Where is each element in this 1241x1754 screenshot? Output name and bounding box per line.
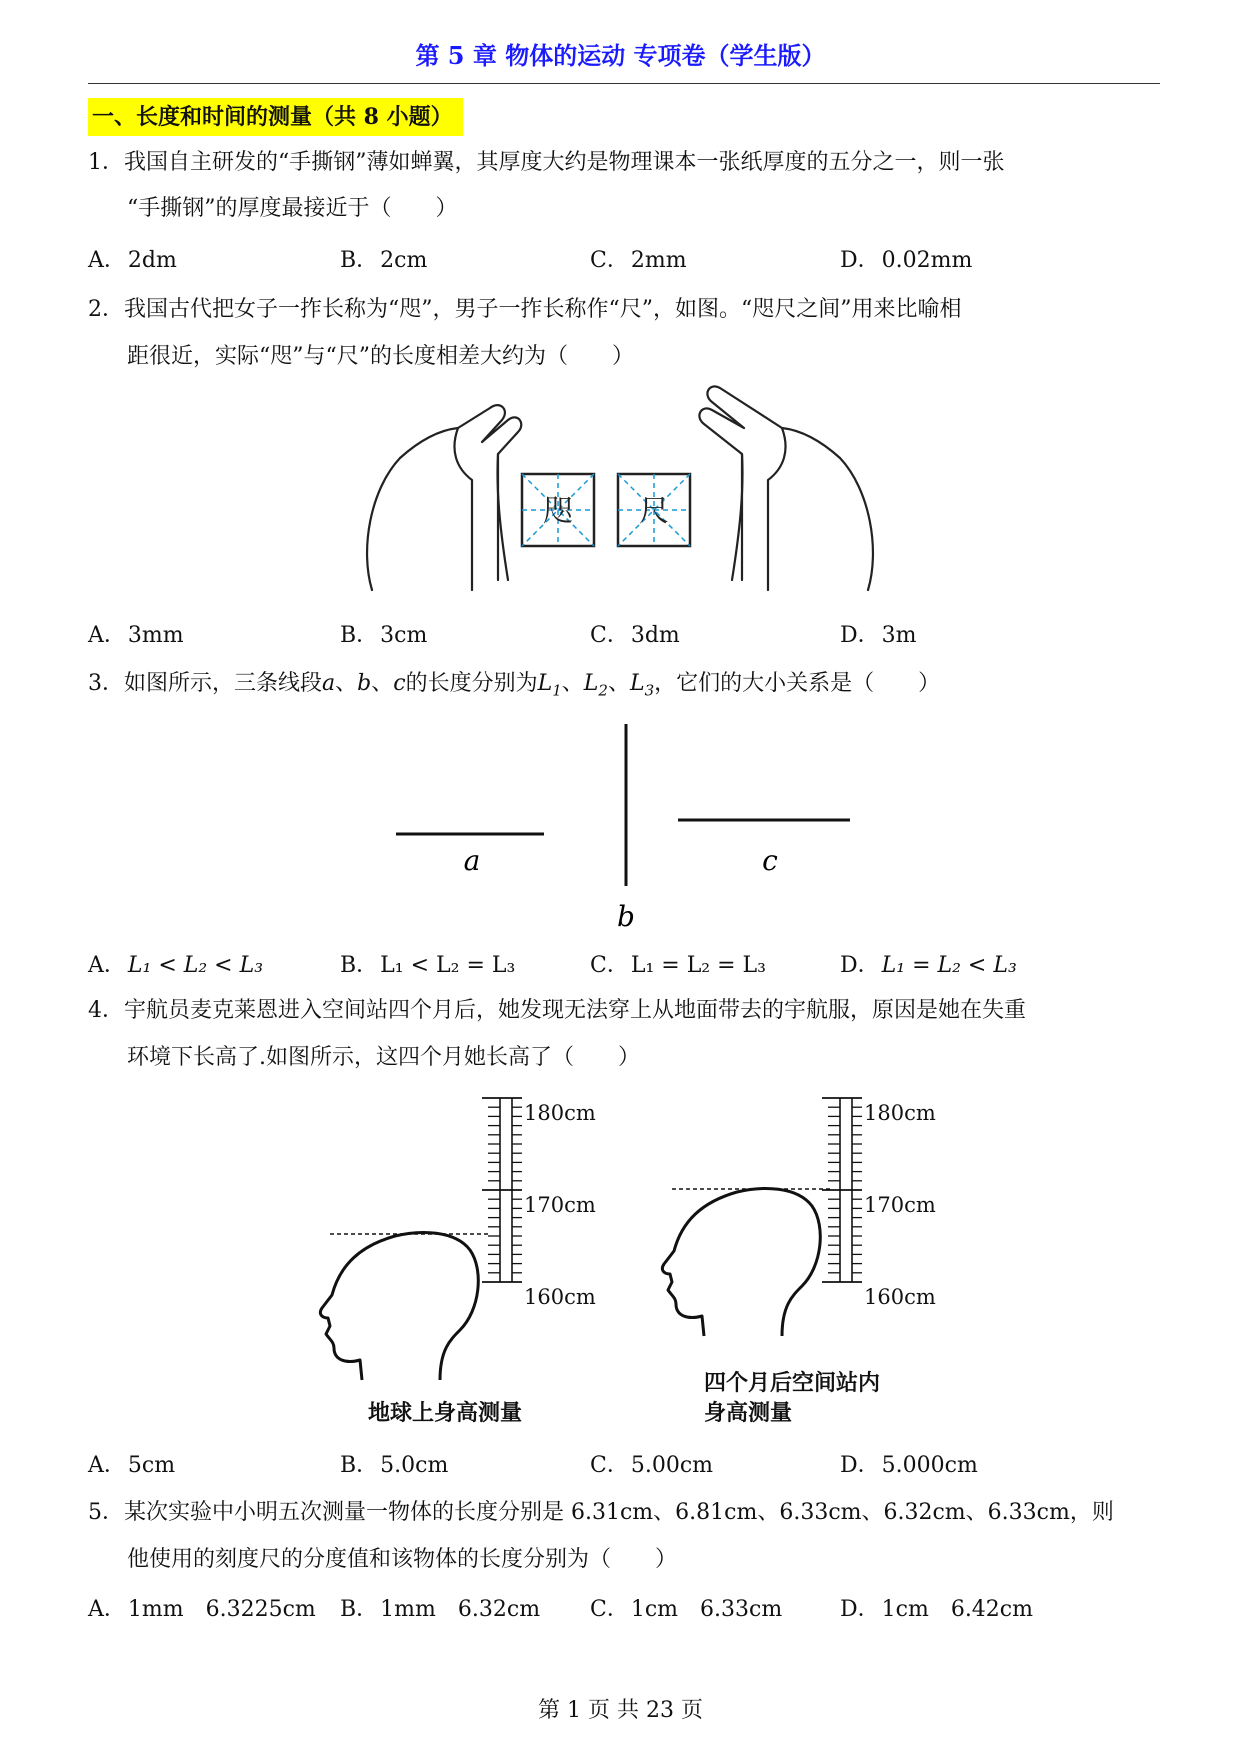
q5-option-c[interactable]	[590, 1594, 782, 1626]
label-c: c	[762, 844, 778, 877]
question-4-number: 4．	[88, 998, 124, 1023]
q5-option-a-label: A．	[88, 1597, 126, 1622]
q2-option-c-label: C．	[590, 623, 629, 648]
question-2-line-2: 距很近，实际“咫”与“尺”的长度相差大约为（ ）	[127, 344, 634, 369]
ruler-left	[482, 1098, 522, 1282]
q3-option-d-text: L₁ = L₂ < L₃	[881, 953, 1017, 978]
ruler-left-label-160: 160cm	[524, 1285, 596, 1309]
char-box-left	[522, 474, 594, 546]
head-silhouette-right	[662, 1189, 820, 1336]
label-a: a	[463, 844, 481, 877]
q5-option-c-label: C．	[590, 1597, 629, 1622]
q3-option-b-text: L₁ < L₂ = L₃	[380, 953, 516, 978]
question-4-line-2: 环境下长高了.如图所示，这四个月她长高了（ ）	[127, 1045, 640, 1070]
q4-option-a[interactable]	[88, 1450, 175, 1482]
q4-option-b-text: 5.0cm	[380, 1453, 449, 1478]
question-3-L1: $L_1$	[537, 671, 562, 700]
q2-option-a[interactable]	[88, 620, 184, 652]
q4-option-b-label: B．	[340, 1453, 379, 1478]
q4-option-d-label: D．	[840, 1453, 880, 1478]
question-3-var-c: c	[393, 671, 406, 696]
caption-station-1: 四个月后空间站内	[704, 1371, 881, 1396]
char-box-right	[618, 474, 690, 546]
q5-option-d-text: 1cm 6.42cm	[881, 1597, 1033, 1622]
q4-option-c-text: 5.00cm	[630, 1453, 714, 1478]
q1-option-c[interactable]	[590, 245, 687, 277]
right-hand-thumb	[768, 428, 786, 590]
question-1-number: 1．	[88, 150, 124, 175]
q1-option-c-text: 2mm	[630, 248, 687, 273]
question-5-text-1: 某次实验中小明五次测量一物体的长度分别是 6.31cm、6.81cm、6.33cm、6.32cm、6.33cm，则	[124, 1500, 1114, 1525]
q3-option-b[interactable]	[340, 950, 515, 982]
q2-option-c[interactable]	[590, 620, 680, 652]
q4-option-c-label: C．	[590, 1453, 629, 1478]
question-3-line-1: 3．如图所示，三条线段a、b、c的长度分别为$L_1$、$L_2$、$L_3$，它们的大小关系是（ ）	[88, 671, 941, 700]
question-3-text-c: ，它们的大小关系是（ ）	[654, 671, 941, 696]
q3-option-a[interactable]	[88, 950, 263, 982]
q1-option-b-text: 2cm	[380, 248, 428, 273]
q3-option-c-text: L₁ = L₂ = L₃	[630, 953, 766, 978]
q4-option-c[interactable]	[590, 1450, 713, 1482]
q1-option-d[interactable]	[840, 245, 972, 277]
q2-option-a-label: A．	[88, 623, 126, 648]
question-1-line-2: “手撕钢”的厚度最接近于（ ）	[127, 196, 458, 221]
right-hand-outline	[699, 386, 873, 590]
caption-earth: 地球上身高测量	[368, 1401, 523, 1426]
question-3-text-a: 如图所示，三条线段	[124, 671, 323, 696]
ruler-left-label-170: 170cm	[524, 1193, 596, 1217]
question-3-sep-1: 、	[335, 671, 358, 696]
left-hand-thumb	[454, 428, 472, 590]
char-chi: 尺	[639, 494, 669, 529]
q3-option-d-label: D．	[840, 953, 880, 978]
q3-option-a-text: L₁ < L₂ < L₃	[127, 953, 264, 978]
q1-option-b[interactable]	[340, 245, 427, 277]
head-silhouette-left	[320, 1233, 478, 1380]
question-1-line-1	[88, 147, 1005, 179]
q1-option-a-text: 2dm	[127, 248, 177, 273]
q5-option-a-text: 1mm 6.3225cm	[127, 1597, 316, 1622]
q3-line-segments-figure	[380, 718, 860, 938]
char-zhi: 咫	[543, 494, 573, 529]
question-2-number: 2．	[88, 297, 124, 322]
q2-option-d[interactable]	[840, 620, 917, 652]
question-3-number: 3．	[88, 671, 124, 696]
section-title: 一、长度和时间的测量（共 8 小题）	[88, 98, 463, 136]
q5-option-a[interactable]	[88, 1594, 316, 1626]
question-3-text-b: 的长度分别为	[405, 671, 538, 696]
q4-height-figure	[300, 1090, 960, 1440]
q1-option-a[interactable]	[88, 245, 177, 277]
q1-option-a-label: A．	[88, 248, 126, 273]
question-5-line-1	[88, 1497, 1114, 1529]
q2-option-c-text: 3dm	[630, 623, 680, 648]
q2-option-b-label: B．	[340, 623, 379, 648]
q4-option-b[interactable]	[340, 1450, 448, 1482]
q4-option-d-text: 5.000cm	[881, 1453, 978, 1478]
q1-option-d-label: D．	[840, 248, 880, 273]
q5-option-b-text: 1mm 6.32cm	[380, 1597, 541, 1622]
question-3-var-a: a	[322, 671, 336, 696]
q5-option-b-label: B．	[340, 1597, 379, 1622]
header-divider	[88, 83, 1160, 84]
page-header-title: 第 5 章 物体的运动 专项卷（学生版）	[415, 41, 826, 70]
q5-option-c-text: 1cm 6.33cm	[630, 1597, 783, 1622]
q1-option-d-text: 0.02mm	[881, 248, 973, 273]
ruler-right	[822, 1098, 862, 1282]
question-4-text-1: 宇航员麦克莱恩进入空间站四个月后，她发现无法穿上从地面带去的宇航服，原因是她在失重	[124, 998, 1027, 1023]
q3-option-d[interactable]	[840, 950, 1017, 982]
question-3-var-b: b	[357, 671, 372, 696]
q1-option-b-label: B．	[340, 248, 379, 273]
q5-option-d-label: D．	[840, 1597, 880, 1622]
q5-option-b[interactable]	[340, 1594, 540, 1626]
caption-station-2: 身高测量	[704, 1401, 793, 1426]
q3-option-a-label: A．	[88, 953, 126, 978]
question-1-text-1: 我国自主研发的“手撕钢”薄如蝉翼，其厚度大约是物理课本一张纸厚度的五分之一，则一张	[124, 150, 1005, 175]
question-2-text-1: 我国古代把女子一拃长称为“咫”，男子一拃长称作“尺”，如图。“咫尺之间”用来比喻相	[124, 297, 962, 322]
q4-option-d[interactable]	[840, 1450, 978, 1482]
ruler-right-label-160: 160cm	[864, 1285, 936, 1309]
q2-option-b[interactable]	[340, 620, 427, 652]
question-3-L3: $L_3$	[629, 671, 655, 700]
q3-option-c[interactable]	[590, 950, 766, 982]
question-2-line-1	[88, 294, 962, 326]
q2-option-d-text: 3m	[881, 623, 917, 648]
question-5-line-2: 他使用的刻度尺的分度值和该物体的长度分别为（ ）	[127, 1547, 678, 1572]
ruler-left-label-180: 180cm	[524, 1101, 596, 1125]
ruler-right-label-180: 180cm	[864, 1101, 936, 1125]
ruler-right-label-170: 170cm	[864, 1193, 936, 1217]
label-b: b	[617, 900, 635, 933]
q1-option-c-label: C．	[590, 248, 629, 273]
question-3-L2: $L_2$	[583, 671, 608, 700]
page-footer: 第 1 页 共 23 页	[538, 1698, 703, 1723]
question-4-line-1	[88, 995, 1026, 1027]
q5-option-d[interactable]	[840, 1594, 1033, 1626]
question-3-sep-2: 、	[371, 671, 394, 696]
q4-option-a-label: A．	[88, 1453, 126, 1478]
q3-option-c-label: C．	[590, 953, 629, 978]
q4-option-a-text: 5cm	[127, 1453, 176, 1478]
q3-option-b-label: B．	[340, 953, 379, 978]
q2-option-b-text: 3cm	[380, 623, 428, 648]
q2-hands-figure	[360, 380, 880, 600]
q2-option-a-text: 3mm	[127, 623, 184, 648]
question-5-number: 5．	[88, 1500, 124, 1525]
q2-option-d-label: D．	[840, 623, 880, 648]
